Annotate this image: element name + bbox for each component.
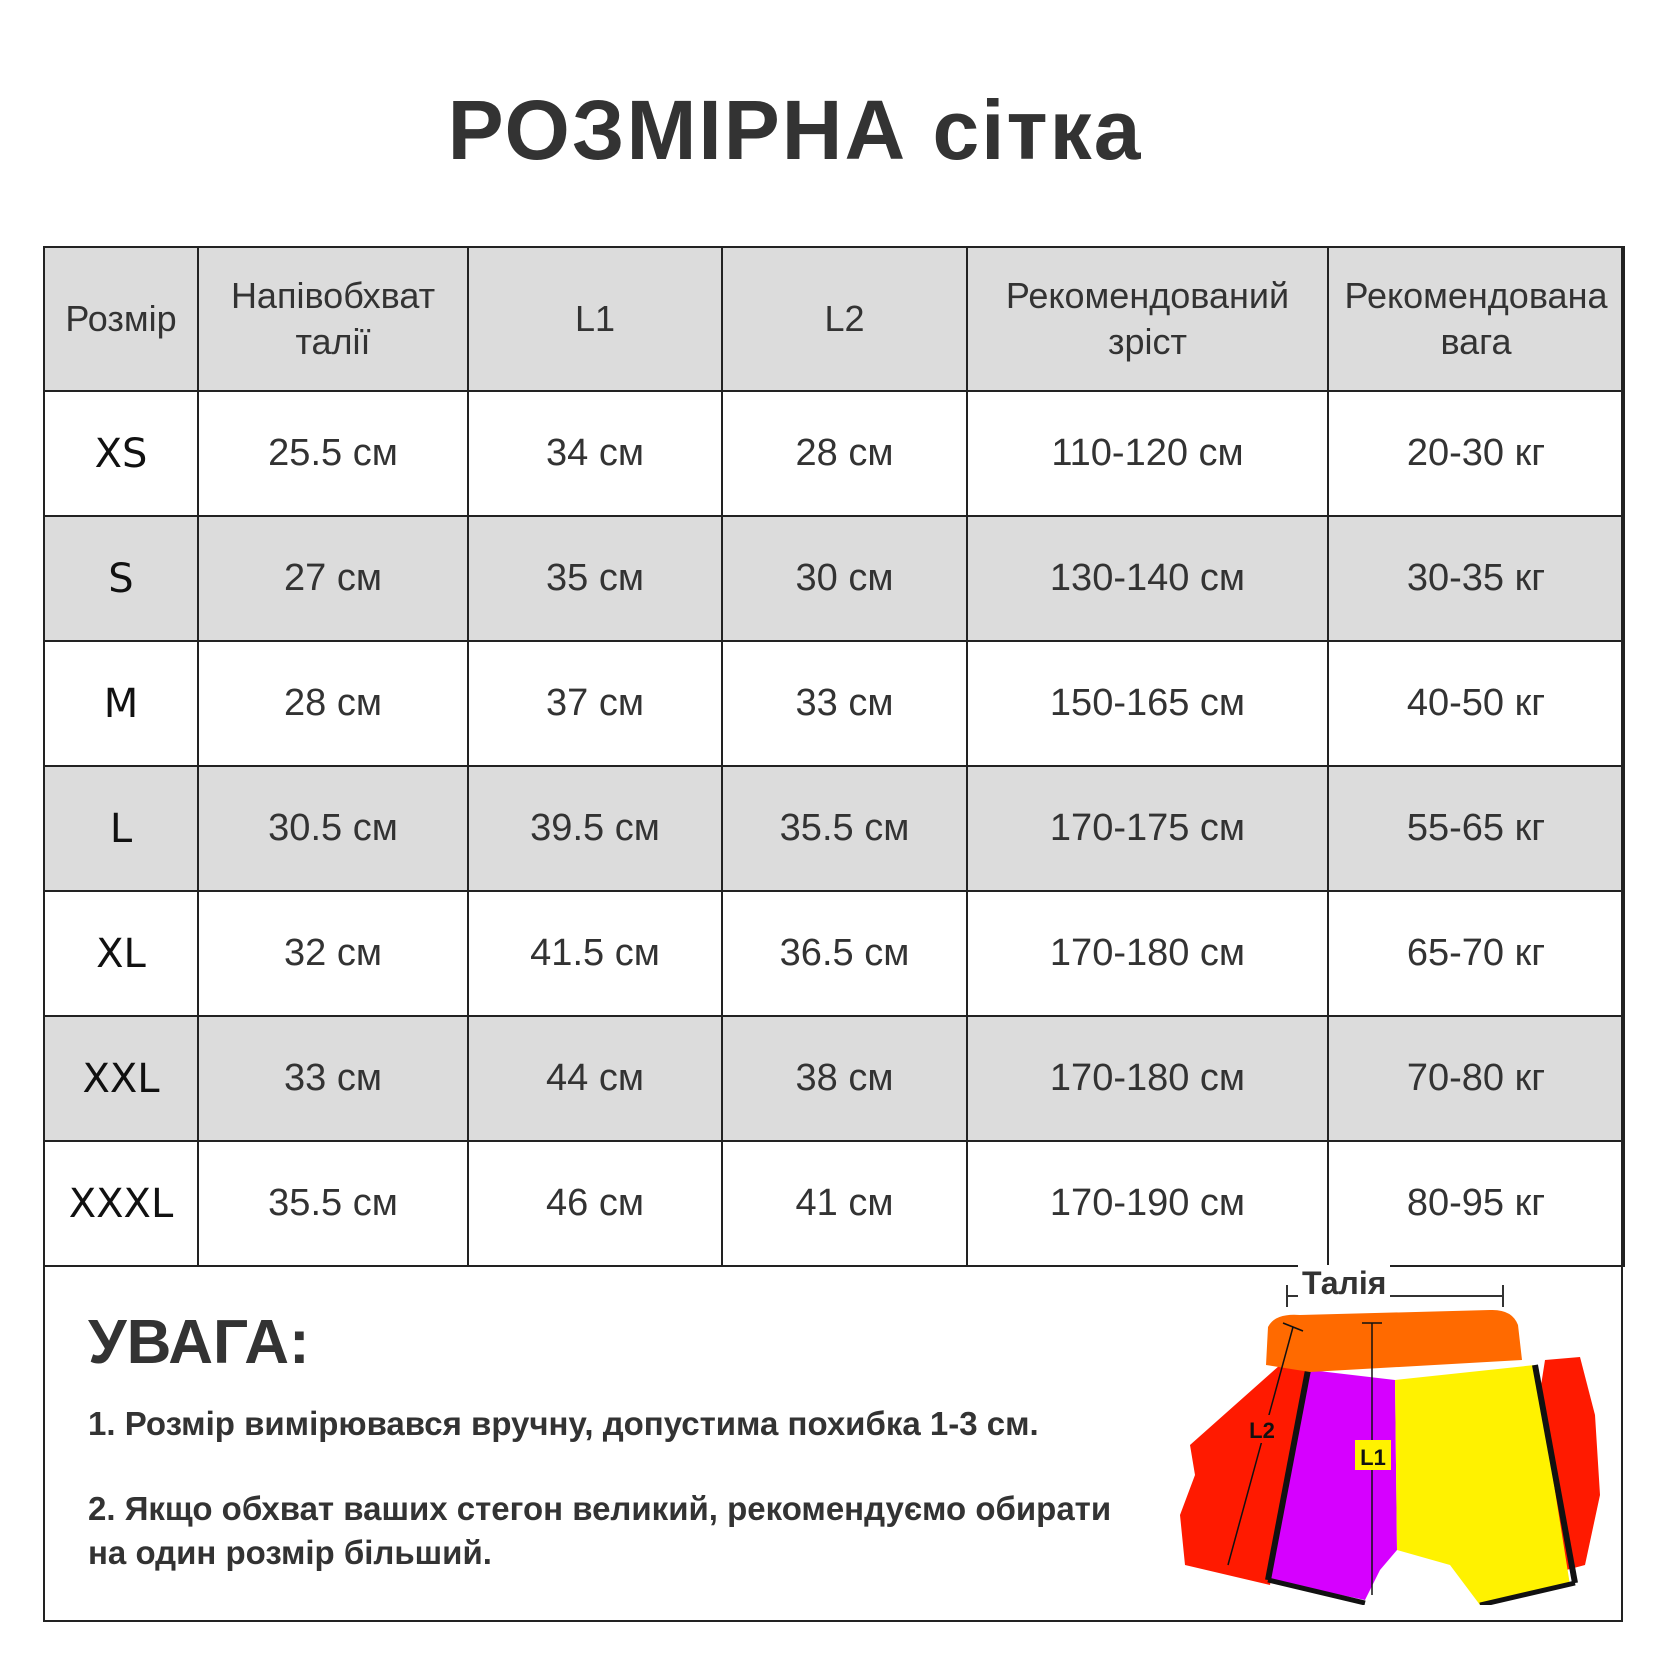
note-item: 1. Розмір вимірювався вручну, допустима похибка 1-3 см. bbox=[88, 1405, 1039, 1442]
cell-waist: 30.5 см bbox=[198, 766, 468, 891]
cell-height: 110-120 см bbox=[967, 391, 1328, 516]
header-l1: L1 bbox=[468, 247, 722, 391]
cell-l1: 44 см bbox=[468, 1016, 722, 1141]
cell-l1: 35 см bbox=[468, 516, 722, 641]
cell-height: 170-180 см bbox=[967, 891, 1328, 1016]
cell-l2: 36.5 см bbox=[722, 891, 967, 1016]
cell-waist: 25.5 см bbox=[198, 391, 468, 516]
cell-weight: 30-35 кг bbox=[1328, 516, 1624, 641]
waist-label: Талія bbox=[1298, 1265, 1390, 1302]
cell-weight: 70-80 кг bbox=[1328, 1016, 1624, 1141]
cell-weight: 65-70 кг bbox=[1328, 891, 1624, 1016]
cell-l2: 38 см bbox=[722, 1016, 967, 1141]
cell-l2: 28 см bbox=[722, 391, 967, 516]
header-height: Рекомендований зріст bbox=[967, 247, 1328, 391]
cell-height: 170-180 см bbox=[967, 1016, 1328, 1141]
cell-l1: 34 см bbox=[468, 391, 722, 516]
cell-height: 170-175 см bbox=[967, 766, 1328, 891]
shorts-diagram bbox=[1150, 1265, 1620, 1605]
cell-l1: 46 см bbox=[468, 1141, 722, 1266]
cell-waist: 33 см bbox=[198, 1016, 468, 1141]
cell-l2: 35.5 см bbox=[722, 766, 967, 891]
cell-l2: 30 см bbox=[722, 516, 967, 641]
cell-weight: 20-30 кг bbox=[1328, 391, 1624, 516]
cell-size: XXXL bbox=[44, 1141, 198, 1266]
cell-height: 170-190 см bbox=[967, 1141, 1328, 1266]
cell-height: 150-165 см bbox=[967, 641, 1328, 766]
cell-waist: 35.5 см bbox=[198, 1141, 468, 1266]
header-l2: L2 bbox=[722, 247, 967, 391]
cell-size: XXL bbox=[44, 1016, 198, 1141]
header-size: Розмір bbox=[44, 247, 198, 391]
cell-size: L bbox=[44, 766, 198, 891]
cell-waist: 32 см bbox=[198, 891, 468, 1016]
cell-l1: 37 см bbox=[468, 641, 722, 766]
cell-height: 130-140 см bbox=[967, 516, 1328, 641]
cell-size: S bbox=[44, 516, 198, 641]
cell-size: XL bbox=[44, 891, 198, 1016]
cell-waist: 27 см bbox=[198, 516, 468, 641]
cell-weight: 55-65 кг bbox=[1328, 766, 1624, 891]
cell-waist: 28 см bbox=[198, 641, 468, 766]
header-waist: Напівобхват талії bbox=[198, 247, 468, 391]
cell-weight: 40-50 кг bbox=[1328, 641, 1624, 766]
svg-text:L1: L1 bbox=[1360, 1445, 1386, 1470]
cell-size: M bbox=[44, 641, 198, 766]
cell-l1: 39.5 см bbox=[468, 766, 722, 891]
cell-size: XS bbox=[44, 391, 198, 516]
note-item: 2. Якщо обхват ваших стегон великий, рекомендуємо обирати на один розмір більший. bbox=[88, 1490, 1112, 1571]
svg-text:L2: L2 bbox=[1249, 1418, 1275, 1443]
page-title: РОЗМІРНА сітка bbox=[447, 83, 1143, 177]
cell-l1: 41.5 см bbox=[468, 891, 722, 1016]
cell-l2: 41 см bbox=[722, 1141, 967, 1266]
shorts-illustration-icon bbox=[1150, 1265, 1620, 1605]
cell-l2: 33 см bbox=[722, 641, 967, 766]
header-weight: Рекомендована вага bbox=[1328, 247, 1624, 391]
notes-heading: УВАГА: bbox=[88, 1308, 310, 1377]
cell-weight: 80-95 кг bbox=[1328, 1141, 1624, 1266]
